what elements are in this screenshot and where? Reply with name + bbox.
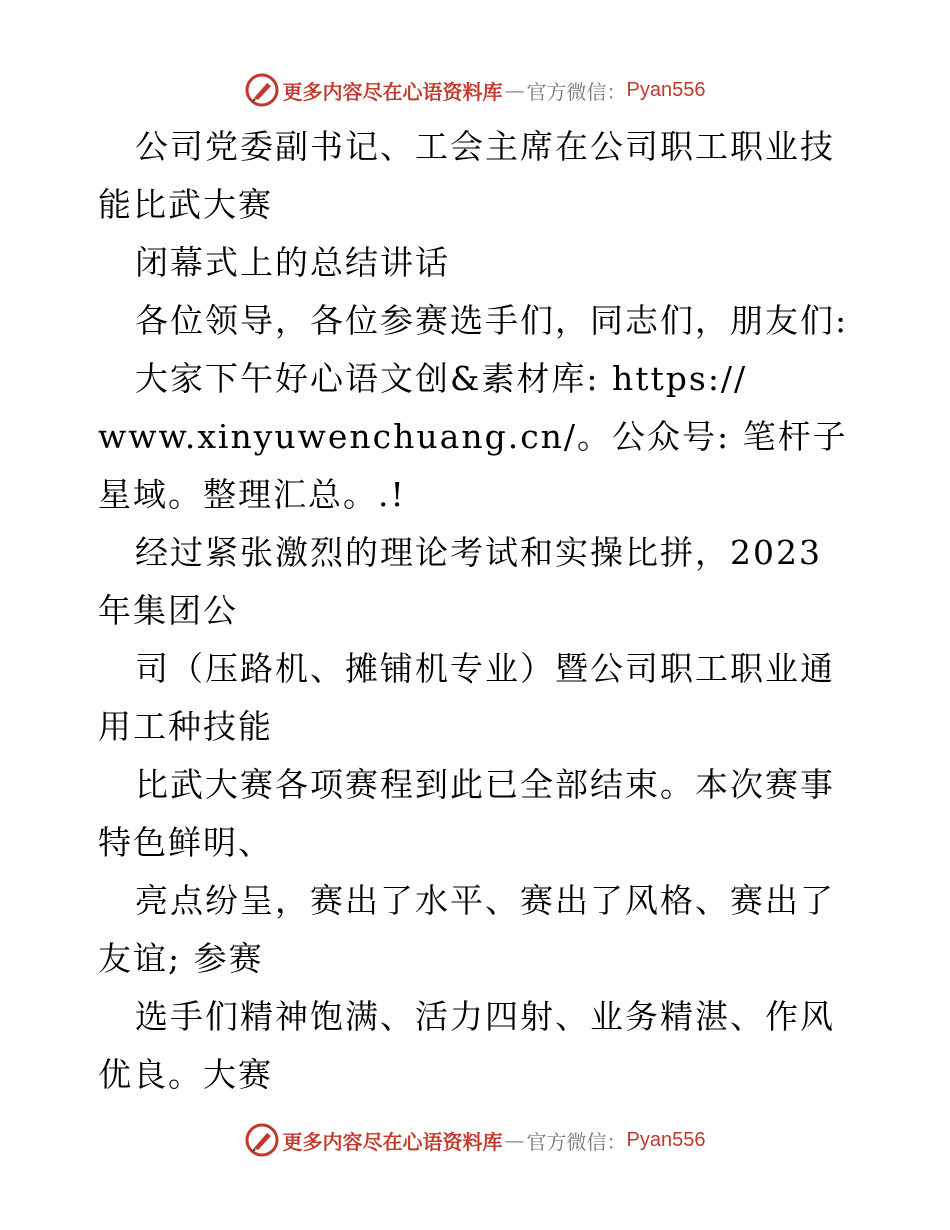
banner-account: Pyan556	[626, 78, 706, 101]
pen-logo-icon	[245, 73, 279, 107]
paragraph: 各位领导，各位参赛选手们，同志们，朋友们:	[135, 301, 849, 340]
paragraph: 选手们精神饱满、活力四射、业务精湛、作风优良。大赛	[98, 997, 835, 1094]
paragraph: 亮点纷呈，赛出了水平、赛出了风格、赛出了友谊; 参赛	[98, 881, 835, 978]
banner-wechat-label: 官方微信：	[526, 1129, 627, 1154]
paragraph: 闭幕式上的总结讲话	[135, 243, 450, 282]
banner-text: 更多内容尽在心语资料库	[282, 1129, 503, 1154]
paragraph: 经过紧张激烈的理论考试和实操比拼，2023 年集团公	[98, 533, 822, 630]
paragraph: www.xinyuwenchuang.cn/。公众号: 笔杆子星域。整理汇总。.!	[98, 417, 848, 514]
paragraph: 比武大赛各项赛程到此已全部结束。本次赛事特色鲜明、	[98, 765, 835, 862]
pen-logo-icon	[245, 1123, 279, 1157]
footer-watermark-banner	[0, 1120, 950, 1160]
document-body	[98, 118, 858, 1104]
paragraph: 公司党委副书记、工会主席在公司职工职业技能比武大赛	[98, 127, 835, 224]
paragraph: 大家下午好心语文创&素材库: https://	[135, 359, 748, 398]
banner-text: 更多内容尽在心语资料库	[282, 79, 503, 104]
banner-account: Pyan556	[626, 1128, 706, 1151]
banner-wechat-label: 官方微信：	[526, 79, 627, 104]
banner-dash: —	[504, 1128, 525, 1152]
paragraph: 司（压路机、摊铺机专业）暨公司职工职业通用工种技能	[98, 649, 835, 746]
header-watermark-banner	[0, 70, 950, 110]
banner-dash: —	[504, 78, 525, 102]
